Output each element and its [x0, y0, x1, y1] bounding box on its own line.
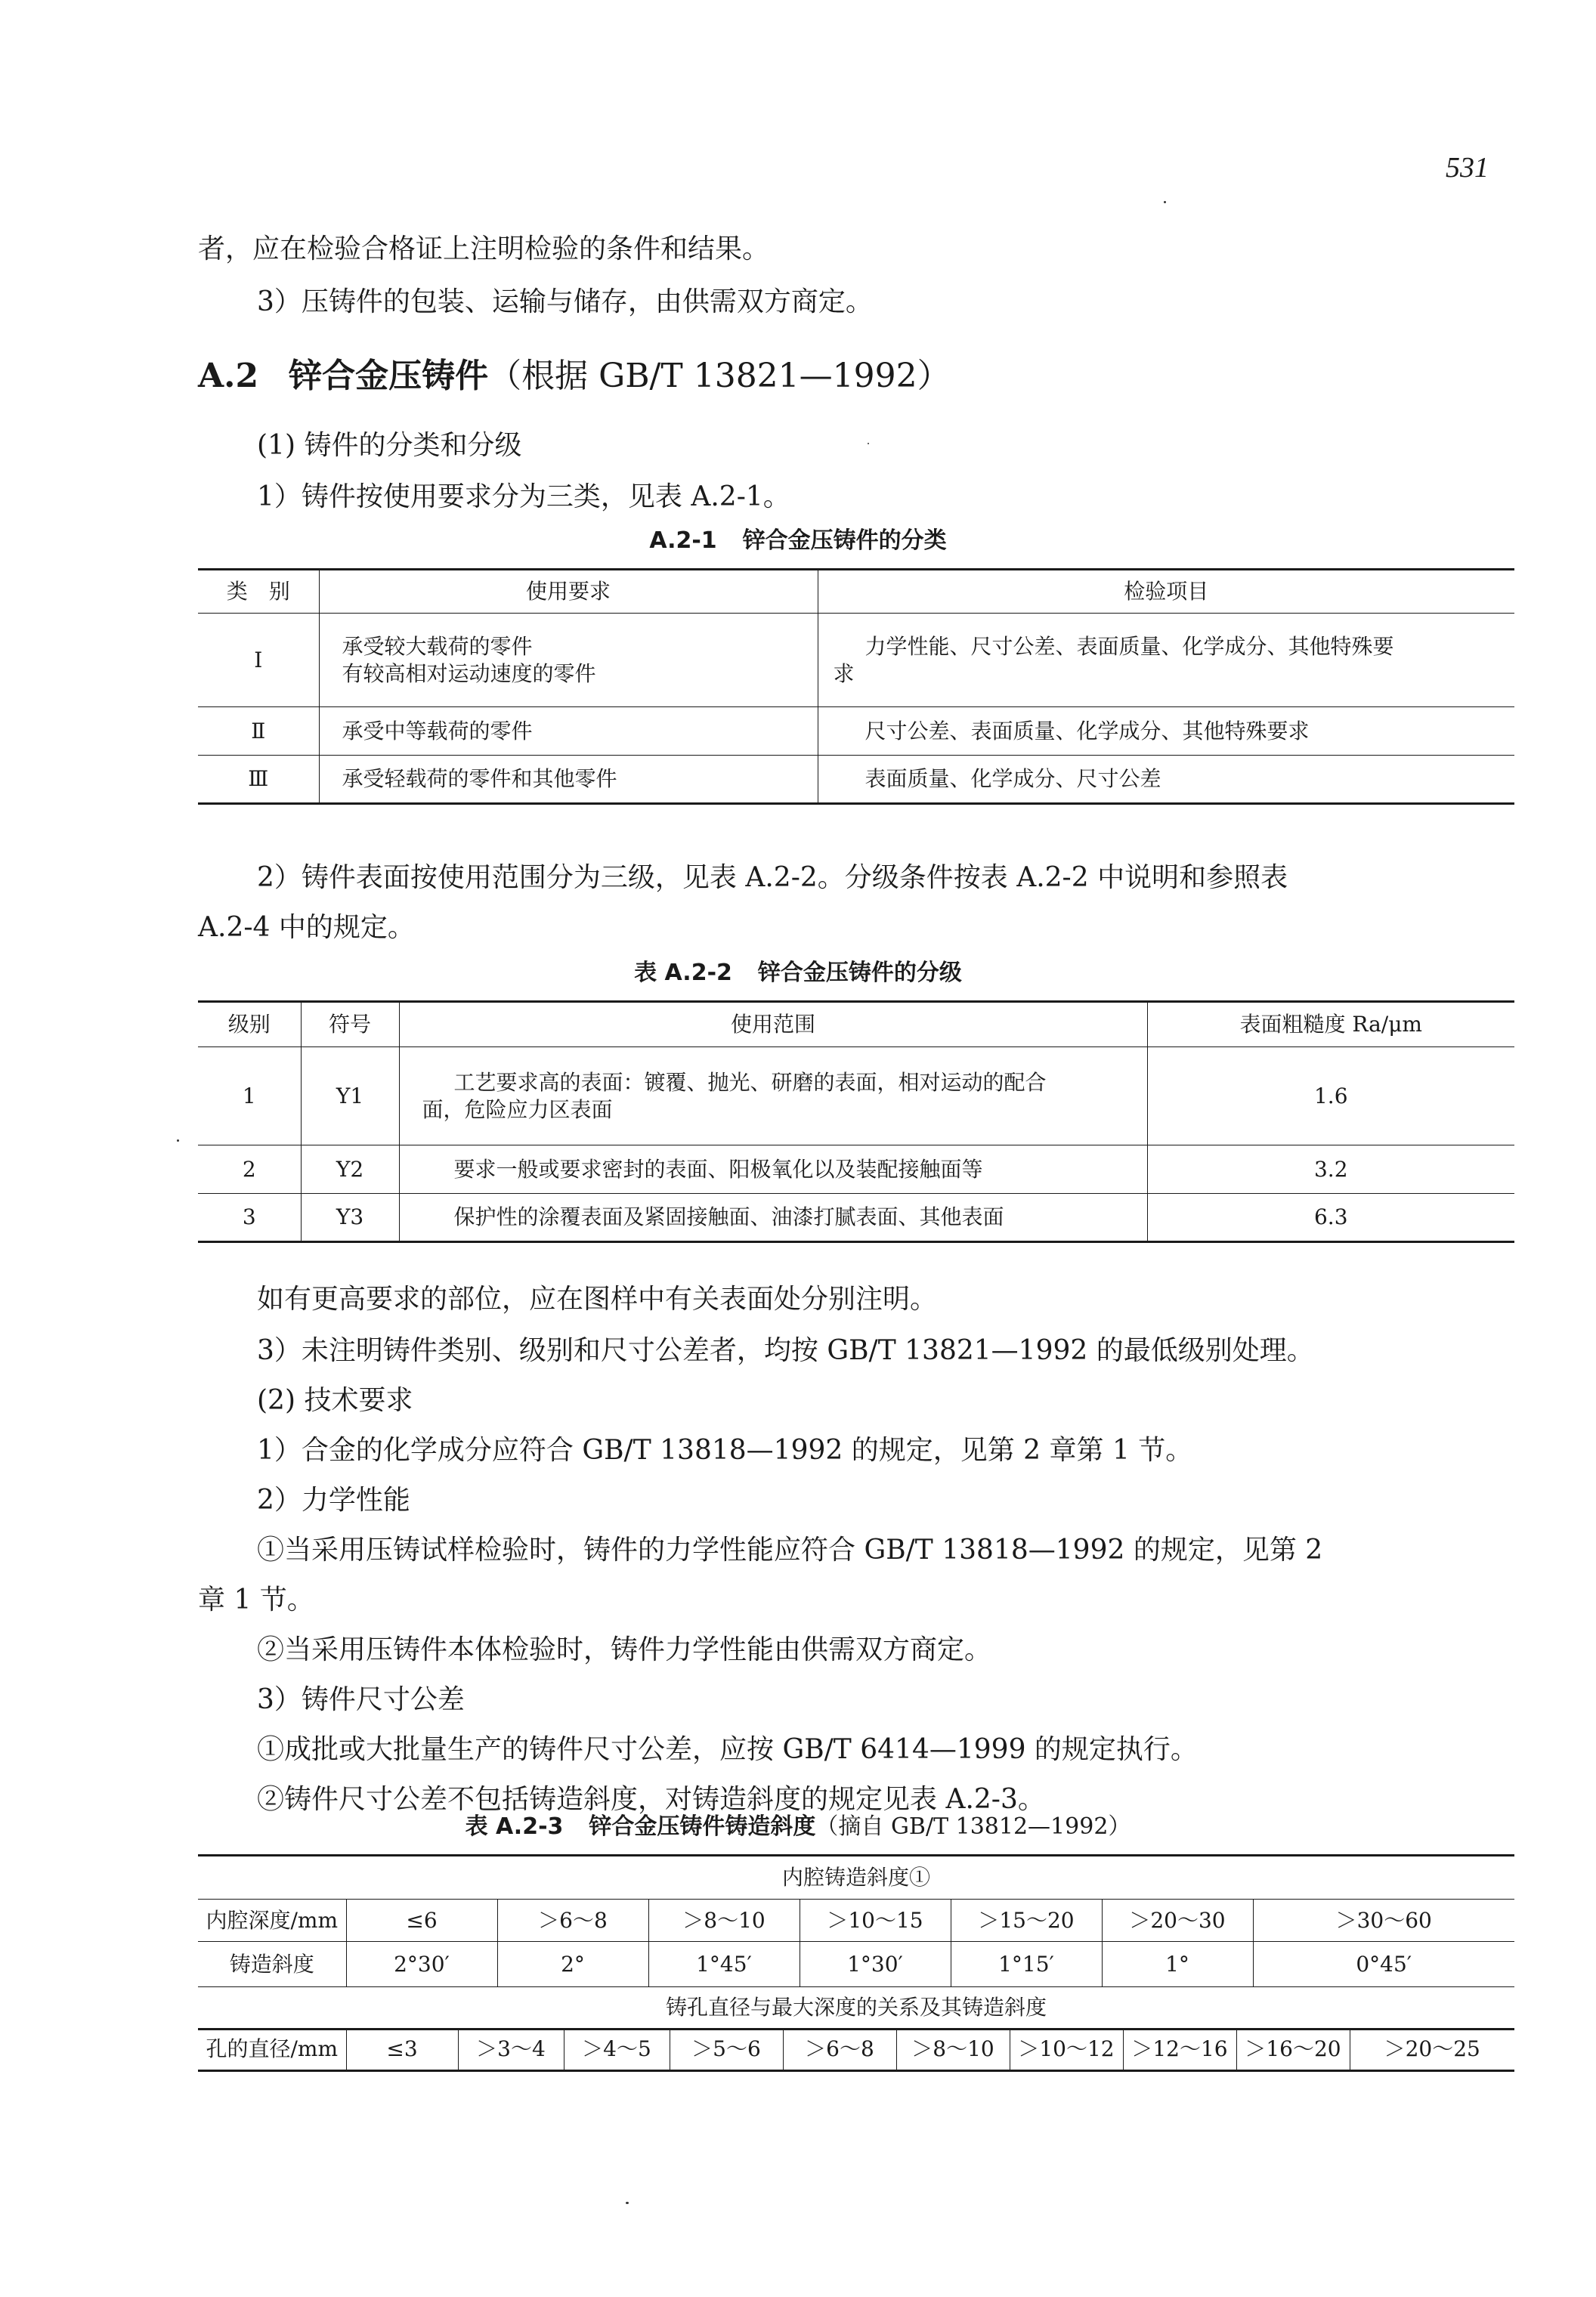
table1-check: 表面质量、化学成分、尺寸公差 [818, 756, 1514, 804]
paragraph-tolerance-2: ②铸件尺寸公差不包括铸造斜度，对铸造斜度的规定见表 A.2-3。 [257, 1784, 1045, 1815]
paragraph-grading-1: 2）铸件表面按使用范围分为三级，见表 A.2-2。分级条件按表 A.2-2 中说明和参照表 [257, 862, 1288, 893]
table3-hole-value: ＞16～20 [1236, 2029, 1350, 2071]
table-draft-angle-hole [198, 2028, 1514, 2072]
paragraph-mechanical-1: ①当采用压铸试样检验时，铸件的力学性能应符合 GB/T 13818—1992 的规定，见第 2 [257, 1535, 1323, 1566]
table2-header-row [198, 1002, 1514, 1047]
table2-roughness: 1.6 [1147, 1047, 1514, 1145]
table2-scope-line: 面，危险应力区表面 [422, 1096, 613, 1122]
intro-line-2: 3）压铸件的包装、运输与储存，由供需双方商定。 [257, 286, 873, 317]
section-title: 锌合金压铸件 [289, 357, 489, 395]
table3-depth-value: ＞20～30 [1102, 1900, 1253, 1942]
table1-use: 承受轻载荷的零件和其他零件 [319, 756, 818, 804]
table3-caption-source: （摘自 GB/T 13812—1992） [815, 1813, 1131, 1840]
paragraph-tolerance-1: ①成批或大批量生产的铸件尺寸公差，应按 GB/T 6414—1999 的规定执行。 [257, 1734, 1198, 1765]
table1-use-line: 承受较大载荷的零件 [342, 633, 533, 659]
table3-depth-value: ≤6 [346, 1900, 497, 1942]
table3-slope-value: 1°45′ [648, 1942, 800, 1987]
table2-header-symbol: 符号 [301, 1002, 399, 1047]
table2-level: 1 [198, 1047, 301, 1145]
table3-depth-value: ＞15～20 [951, 1900, 1102, 1942]
table2-caption [0, 958, 1596, 988]
table-grading [198, 1000, 1514, 1243]
table-row [198, 1900, 1514, 1942]
table-draft-angle-cavity [198, 1854, 1514, 2030]
table2-header-roughness: 表面粗糙度 Ra/μm [1147, 1002, 1514, 1047]
table3-group1-row [198, 1856, 1514, 1900]
scan-speck [177, 1139, 179, 1142]
table1-use: 承受中等载荷的零件 [319, 707, 818, 756]
table1-header-class: 类 别 [198, 570, 319, 614]
table-row [198, 1145, 1514, 1194]
table-row [198, 707, 1514, 756]
table3-hole-value: ≤3 [346, 2029, 458, 2071]
table3-depth-value: ＞6～8 [497, 1900, 648, 1942]
table3-slope-value: 1° [1102, 1942, 1253, 1987]
table3-hole-value: ＞20～25 [1350, 2029, 1514, 2071]
table1-header-use: 使用要求 [319, 570, 818, 614]
intro-line-1: 者，应在检验合格证上注明检验的条件和结果。 [198, 233, 770, 264]
table1-check-line: 力学性能、尺寸公差、表面质量、化学成分、其他特殊要 [865, 633, 1394, 659]
paragraph-mechanical-heading: 2）力学性能 [257, 1485, 410, 1516]
table3-depth-value: ＞8～10 [648, 1900, 800, 1942]
table-row [198, 2029, 1514, 2071]
table3-hole-label: 孔的直径/mm [198, 2029, 346, 2071]
table3-group1-title: 内腔铸造斜度① [198, 1856, 1514, 1900]
table3-slope-value: 1°30′ [800, 1942, 951, 1987]
table3-group2-row [198, 1987, 1514, 2030]
table3-hole-value: ＞3～4 [458, 2029, 564, 2071]
paragraph-tolerance-heading: 3）铸件尺寸公差 [257, 1684, 465, 1715]
table2-scope: 保护性的涂覆表面及紧固接触面、油漆打腻表面、其他表面 [399, 1194, 1147, 1242]
scan-speck [868, 443, 869, 444]
table3-caption [0, 1812, 1596, 1842]
table3-caption-title: 锌合金压铸件铸造斜度 [589, 1813, 816, 1840]
table2-header-level: 级别 [198, 1002, 301, 1047]
table3-hole-value: ＞4～5 [564, 2029, 670, 2071]
table1-class: Ⅰ [198, 614, 319, 707]
paragraph-chemistry: 1）合金的化学成分应符合 GB/T 13818—1992 的规定，见第 2 章第 1 节。 [257, 1435, 1193, 1466]
table2-symbol: Y3 [301, 1194, 399, 1242]
table3-hole-value: ＞6～8 [783, 2029, 896, 2071]
table3-group2-title: 铸孔直径与最大深度的关系及其铸造斜度 [198, 1987, 1514, 2030]
scan-speck [626, 2202, 629, 2204]
table3-slope-value: 2°30′ [346, 1942, 497, 1987]
paragraph-note: 如有更高要求的部位，应在图样中有关表面处分别注明。 [257, 1284, 938, 1315]
table3-depth-value: ＞10～15 [800, 1900, 951, 1942]
scan-speck [1164, 201, 1166, 203]
paragraph-classification-heading: (1) 铸件的分类和分级 [257, 430, 522, 461]
page-number: 531 [1446, 152, 1489, 184]
table1-check [818, 614, 1514, 707]
table-row [198, 614, 1514, 707]
table-row [198, 1942, 1514, 1987]
paragraph-grading-2: A.2-4 中的规定。 [198, 912, 415, 943]
table1-header-row [198, 570, 1514, 614]
table1-check-line: 求 [833, 660, 855, 686]
table2-caption-title: 锌合金压铸件的分级 [757, 960, 962, 986]
table3-hole-value: ＞10～12 [1010, 2029, 1123, 2071]
table1-use [319, 614, 818, 707]
table1-caption-number: A.2-1 [649, 527, 717, 554]
paragraph-default-grade: 3）未注明铸件类别、级别和尺寸公差者，均按 GB/T 13821—1992 的最低级别处理。 [257, 1335, 1314, 1366]
table2-level: 2 [198, 1145, 301, 1194]
paragraph-mechanical-1-cont: 章 1 节。 [198, 1584, 314, 1615]
table2-scope-line: 工艺要求高的表面：镀覆、抛光、研磨的表面，相对运动的配合 [453, 1069, 1047, 1095]
table1-class: Ⅲ [198, 756, 319, 804]
table-classification [198, 568, 1514, 805]
paragraph-mechanical-2: ②当采用压铸件本体检验时，铸件力学性能由供需双方商定。 [257, 1634, 992, 1665]
table1-header-check: 检验项目 [818, 570, 1514, 614]
table1-check: 尺寸公差、表面质量、化学成分、其他特殊要求 [818, 707, 1514, 756]
table3-hole-value: ＞5～6 [670, 2029, 783, 2071]
table3-hole-value: ＞12～16 [1123, 2029, 1236, 2071]
paragraph-classification-text: 1）铸件按使用要求分为三类，见表 A.2-1。 [257, 481, 790, 512]
table1-use-line: 有较高相对运动速度的零件 [342, 660, 596, 686]
section-source: （根据 GB/T 13821—1992） [488, 357, 951, 395]
table2-caption-number: 表 A.2-2 [634, 960, 732, 986]
table-row [198, 1194, 1514, 1242]
table2-symbol: Y2 [301, 1145, 399, 1194]
table2-header-scope: 使用范围 [399, 1002, 1147, 1047]
paragraph-tech-heading: (2) 技术要求 [257, 1385, 413, 1416]
table3-hole-value: ＞8～10 [896, 2029, 1010, 2071]
table3-slope-label: 铸造斜度 [198, 1942, 346, 1987]
table3-depth-label: 内腔深度/mm [198, 1900, 346, 1942]
section-number: A.2 [198, 357, 259, 395]
table3-caption-number: 表 A.2-3 [465, 1813, 564, 1840]
table3-depth-value: ＞30～60 [1253, 1900, 1514, 1942]
table1-caption [0, 526, 1596, 556]
table2-scope: 要求一般或要求密封的表面、阳极氧化以及装配接触面等 [399, 1145, 1147, 1194]
table3-slope-value: 1°15′ [951, 1942, 1102, 1987]
section-heading [198, 355, 951, 397]
table-row [198, 756, 1514, 804]
table2-roughness: 6.3 [1147, 1194, 1514, 1242]
table1-caption-title: 锌合金压铸件的分类 [742, 527, 947, 554]
table-row [198, 1047, 1514, 1145]
table3-slope-value: 2° [497, 1942, 648, 1987]
table2-scope [399, 1047, 1147, 1145]
table1-class: Ⅱ [198, 707, 319, 756]
table2-roughness: 3.2 [1147, 1145, 1514, 1194]
table2-level: 3 [198, 1194, 301, 1242]
table3-slope-value: 0°45′ [1253, 1942, 1514, 1987]
table2-symbol: Y1 [301, 1047, 399, 1145]
